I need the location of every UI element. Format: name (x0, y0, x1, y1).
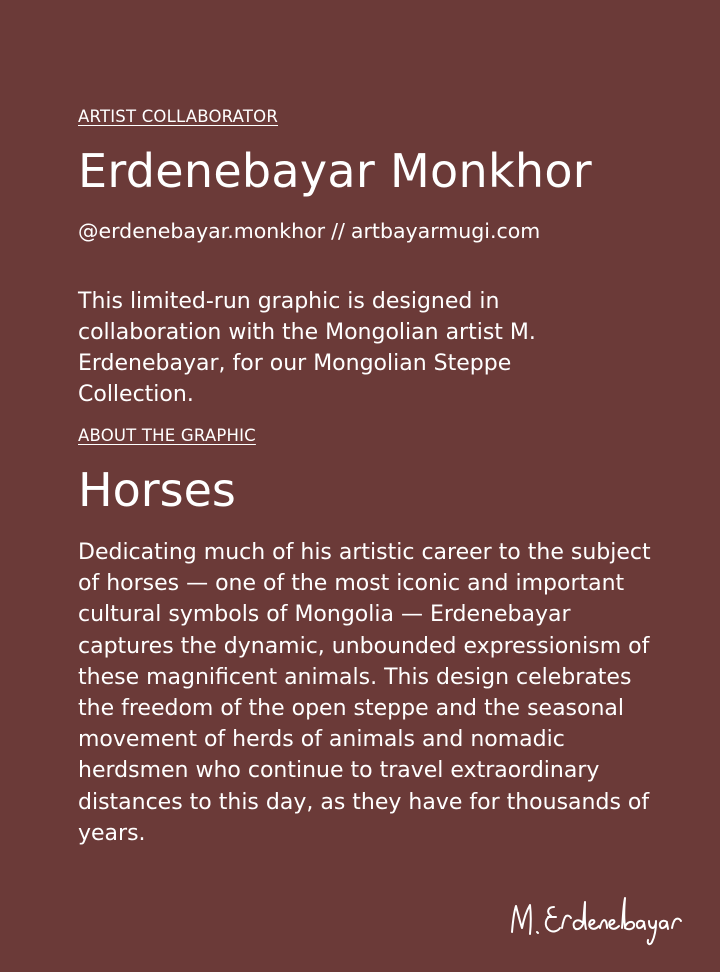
artist-links (78, 219, 540, 243)
graphic-description: Dedicating much of his artistic career to the subject of horses — one of the most iconic and important cultural symbols of Mongolia — Erdenebayar captures the dynamic, unbounded expressionism of these magnificent animals. This design celebrates the freedom of the open steppe and the seasonal movement of herds of animals and nomadic herdsmen who continue to travel extraordinary distances to this day, as they have for thousands of years. (78, 540, 651, 846)
graphic-title: Horses (78, 463, 236, 517)
artist-collaborator-label: ARTIST COLLABORATOR (78, 107, 279, 126)
collaboration-intro: This limited-run graphic is designed in collaboration with the Mongolian artist M. Erdenebayar, for our Mongolian Steppe Collection. (78, 289, 536, 407)
about-graphic-label: ABOUT THE GRAPHIC (78, 426, 256, 445)
artist-signature (504, 880, 694, 950)
website-link: artbayarmugi.com (350, 219, 541, 243)
instagram-handle: @erdenebayar.monkhor (78, 219, 326, 243)
artist-name: Erdenebayar Monkhor (78, 144, 592, 198)
links-separator: // (331, 219, 345, 243)
